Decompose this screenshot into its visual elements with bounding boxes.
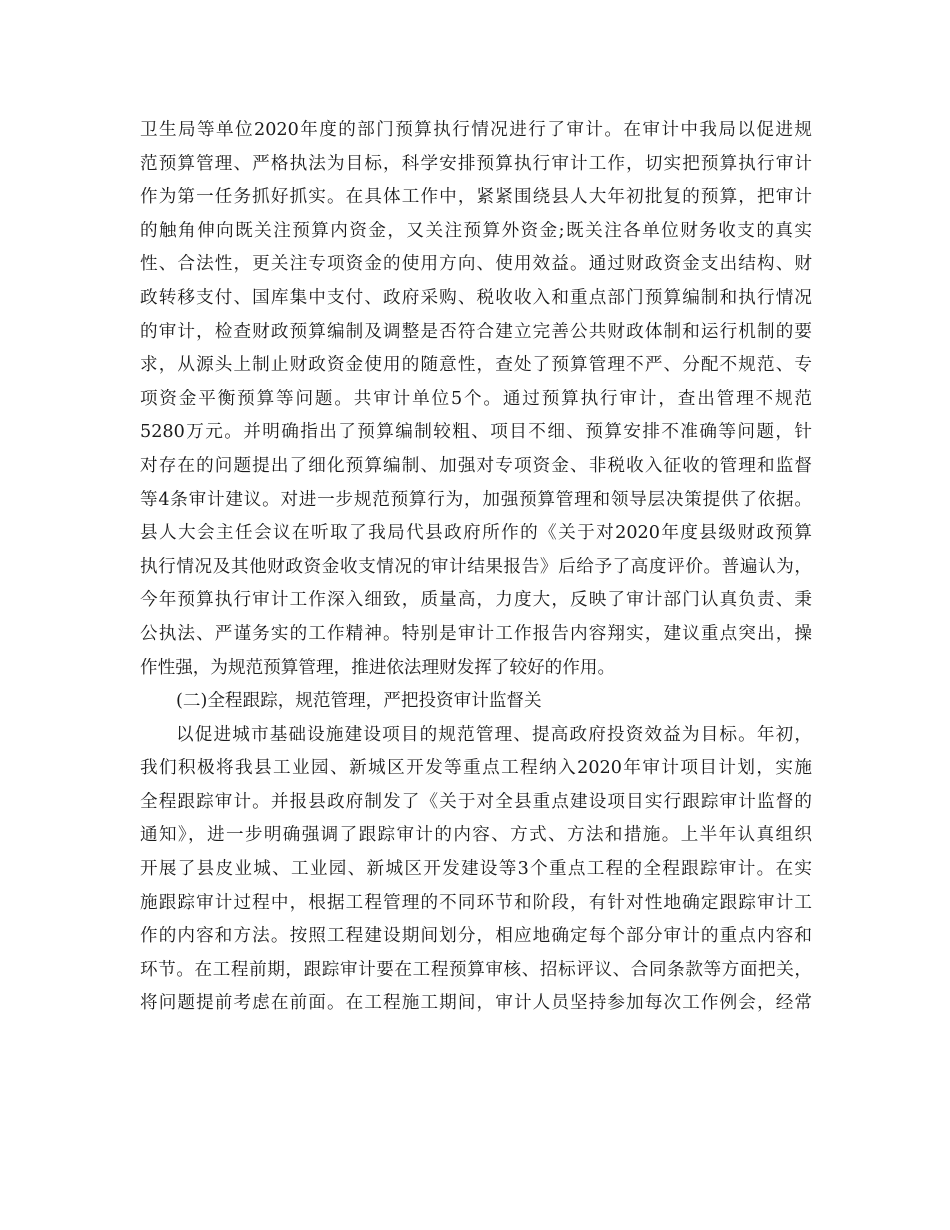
- text-line: 对存在的问题提出了细化预算编制、加强对专项资金、非税收入征收的管理和监督: [140, 455, 812, 476]
- text-line: 我们积极将我县工业园、新城区开发等重点工程纳入2020年审计项目计划，实施: [140, 758, 812, 779]
- text-line: 通知》，进一步明确强调了跟踪审计的内容、方式、方法和措施。上半年认真组织: [140, 825, 812, 846]
- paragraph-investment-audit: [140, 719, 812, 1021]
- text-line: 县人大会主任会议在听取了我局代县政府所作的《关于对2020年度县级财政预算: [140, 523, 812, 544]
- document-page: [140, 114, 812, 1021]
- text-line: 施跟踪审计过程中，根据工程管理的不同环节和阶段，有针对性地确定跟踪审计工: [140, 892, 812, 913]
- text-line: 开展了县皮业城、工业园、新城区开发建设等3个重点工程的全程跟踪审计。在实: [140, 859, 812, 880]
- text-line: 作性强，为规范预算管理，推进依法理财发挥了较好的作用。: [140, 657, 616, 678]
- text-line: 公执法、严谨务实的工作精神。特别是审计工作报告内容翔实，建议重点突出，操: [140, 623, 812, 644]
- text-line: 全程跟踪审计。并报县政府制发了《关于对全县重点建设项目实行跟踪审计监督的: [140, 791, 812, 812]
- text-line: 以促进城市基础设施建设项目的规范管理、提高政府投资效益为目标。年初，: [176, 724, 812, 745]
- text-line: 政转移支付、国库集中支付、政府采购、税收收入和重点部门预算编制和执行情况: [140, 287, 812, 308]
- text-line: 的审计，检查财政预算编制及调整是否符合建立完善公共财政体制和运行机制的要: [140, 321, 812, 342]
- paragraph-budget-audit: [140, 114, 812, 685]
- text-line: 范预算管理、严格执法为目标，科学安排预算执行审计工作，切实把预算执行审计: [140, 153, 812, 174]
- text-line: 环节。在工程前期，跟踪审计要在工程预算审核、招标评议、合同条款等方面把关，: [140, 959, 812, 980]
- text-line: 求，从源头上制止财政资金使用的随意性，查处了预算管理不严、分配不规范、专: [140, 355, 812, 376]
- text-line: 将问题提前考虑在前面。在工程施工期间，审计人员坚持参加每次工作例会，经常: [140, 993, 812, 1014]
- text-line: 作的内容和方法。按照工程建设期间划分，相应地确定每个部分审计的重点内容和: [140, 926, 812, 947]
- text-line: 执行情况及其他财政资金收支情况的审计结果报告》后给予了高度评价。普遍认为，: [140, 556, 812, 577]
- text-line: 5280万元。并明确指出了预算编制较粗、项目不细、预算安排不准确等问题，针: [140, 422, 812, 443]
- text-line: 今年预算执行审计工作深入细致，质量高，力度大，反映了审计部门认真负责、秉: [140, 590, 812, 611]
- section-heading: (二)全程跟踪，规范管理，严把投资审计监督关: [176, 691, 542, 712]
- text-line: 作为第一任务抓好抓实。在具体工作中，紧紧围绕县人大年初批复的预算，把审计: [140, 187, 812, 208]
- text-line: 等4条审计建议。对进一步规范预算行为，加强预算管理和领导层决策提供了依据。: [140, 489, 812, 510]
- text-line: 项资金平衡预算等问题。共审计单位5个。通过预算执行审计，查出管理不规范: [140, 388, 812, 409]
- text-line: 卫生局等单位2020年度的部门预算执行情况进行了审计。在审计中我局以促进规: [140, 120, 812, 140]
- text-line: 性、合法性，更关注专项资金的使用方向、使用效益。通过财政资金支出结构、财: [140, 254, 812, 275]
- text-line: 的触角伸向既关注预算内资金，又关注预算外资金;既关注各单位财务收支的真实: [140, 220, 812, 241]
